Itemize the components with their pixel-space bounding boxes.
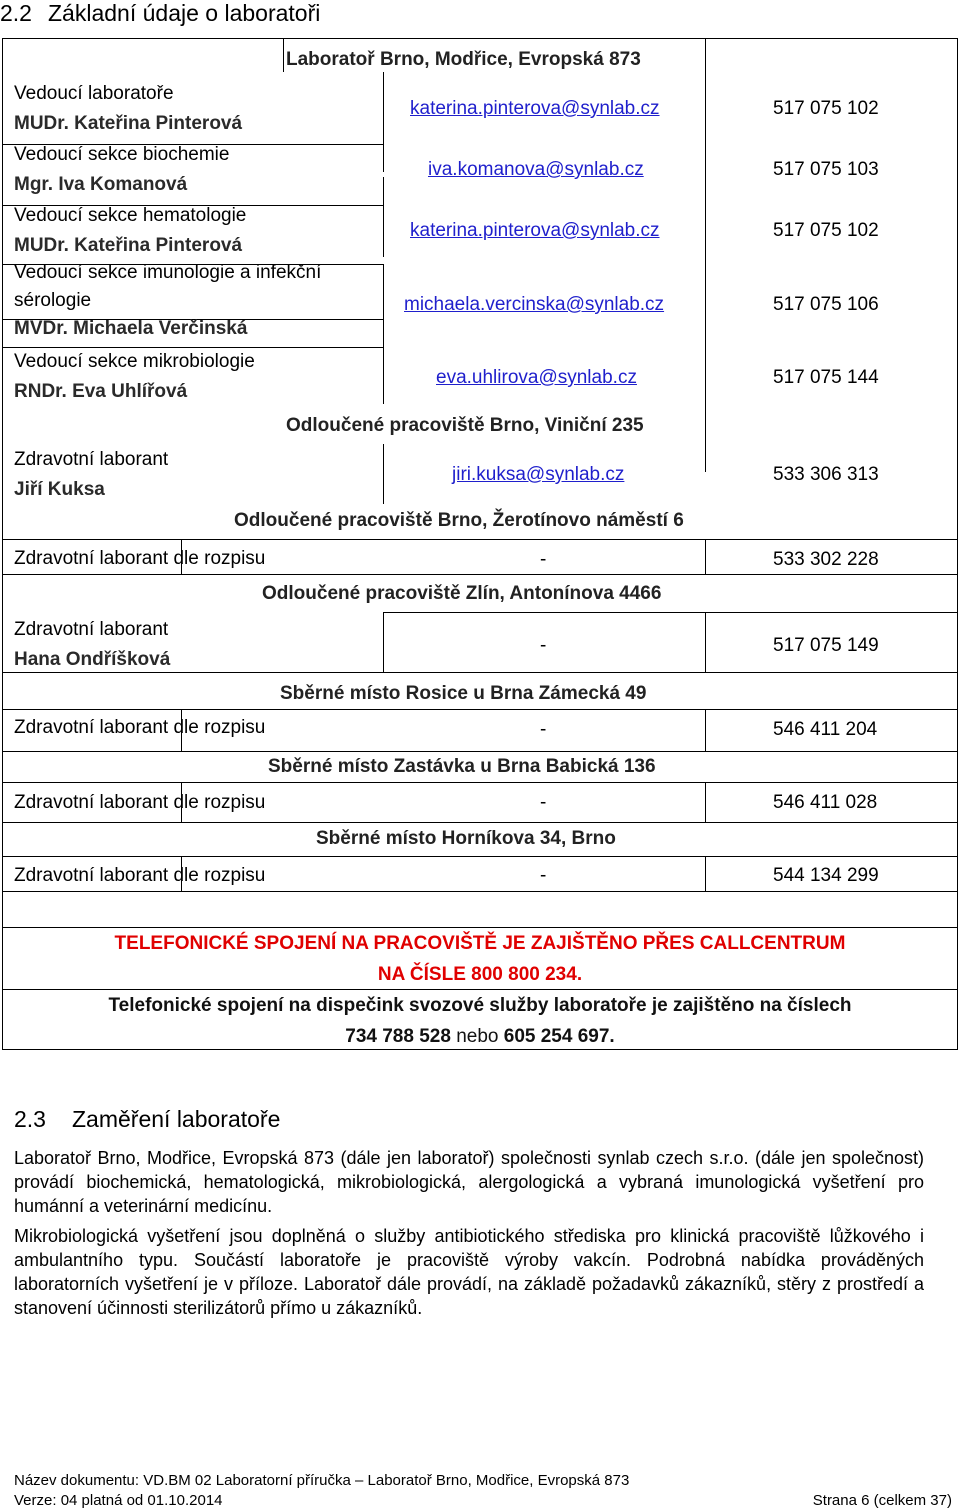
footer-page-number: Strana 6 (celkem 37) xyxy=(812,1492,952,1509)
email-link[interactable]: katerina.pinterova@synlab.cz xyxy=(410,98,660,119)
section-heading-2-3: 2.3 Zaměření laboratoře xyxy=(14,1106,281,1132)
footer-doc-name: Název dokumentu: VD.BM 02 Laboratorní příručka – Laboratoř Brno, Modřice, Evropská 873 xyxy=(14,1472,630,1489)
location-main: Laboratoř Brno, Modřice, Evropská 873 xyxy=(286,49,641,70)
location-zlin: Odloučené pracoviště Zlín, Antonínova 4466 xyxy=(262,583,662,604)
location-zerotin: Odloučené pracoviště Brno, Žerotínovo náměstí 6 xyxy=(234,510,684,531)
paragraph: Mikrobiologická vyšetření jsou doplněná o služby antibiotického střediska pro klinická pracoviště lůžkového i ambulantního typu. Součástí laboratoře je pracoviště výroby vakcín. Podrobná nabídka prováděných laboratorních vyšetření je v příloze. Laboratoř dále provádí, na základě požadavků zákazníků, stěry z prostředí a stanovení účinnosti sterilizátorů přímo u zákazníků. xyxy=(14,1226,924,1318)
paragraph: Laboratoř Brno, Modřice, Evropská 873 (dále jen laboratoř) společnosti synlab czech s.r.o. (dále jen společnost) provádí biochemická, hematologická, mikrobiologická, alergologická a vybraná imunologická vyšetření pro humánní a veterinární medicínu. xyxy=(14,1148,924,1216)
email-link[interactable]: jiri.kuksa@synlab.cz xyxy=(452,464,625,485)
location-hornikova: Sběrné místo Horníkova 34, Brno xyxy=(316,828,616,849)
section-heading-2-2: 2.2 Základní údaje o laboratoři xyxy=(0,0,321,26)
location-zastavka: Sběrné místo Zastávka u Brna Babická 136 xyxy=(268,756,656,777)
location-vinicni: Odloučené pracoviště Brno, Viniční 235 xyxy=(286,415,644,436)
dispatch-numbers: 734 788 528 nebo 605 254 697. xyxy=(345,1026,615,1047)
callcentre-notice: TELEFONICKÉ SPOJENÍ NA PRACOVIŠTĚ JE ZAJIŠTĚNO PŘES CALLCENTRUM NA ČÍSLE 800 800 234. Telefonické spojení na dispečink svozové služby laboratoře je zajištěno na číslech 734 788 528 nebo 605 254 697. xyxy=(2,934,958,1046)
email-link[interactable]: michaela.vercinska@synlab.cz xyxy=(404,294,665,315)
location-rosice: Sběrné místo Rosice u Brna Zámecká 49 xyxy=(280,683,647,704)
email-link[interactable]: katerina.pinterova@synlab.cz xyxy=(410,220,660,241)
email-link[interactable]: eva.uhlirova@synlab.cz xyxy=(436,367,637,388)
footer-version: Verze: 04 platná od 01.10.2014 xyxy=(14,1492,223,1509)
email-link[interactable]: iva.komanova@synlab.cz xyxy=(428,159,644,180)
